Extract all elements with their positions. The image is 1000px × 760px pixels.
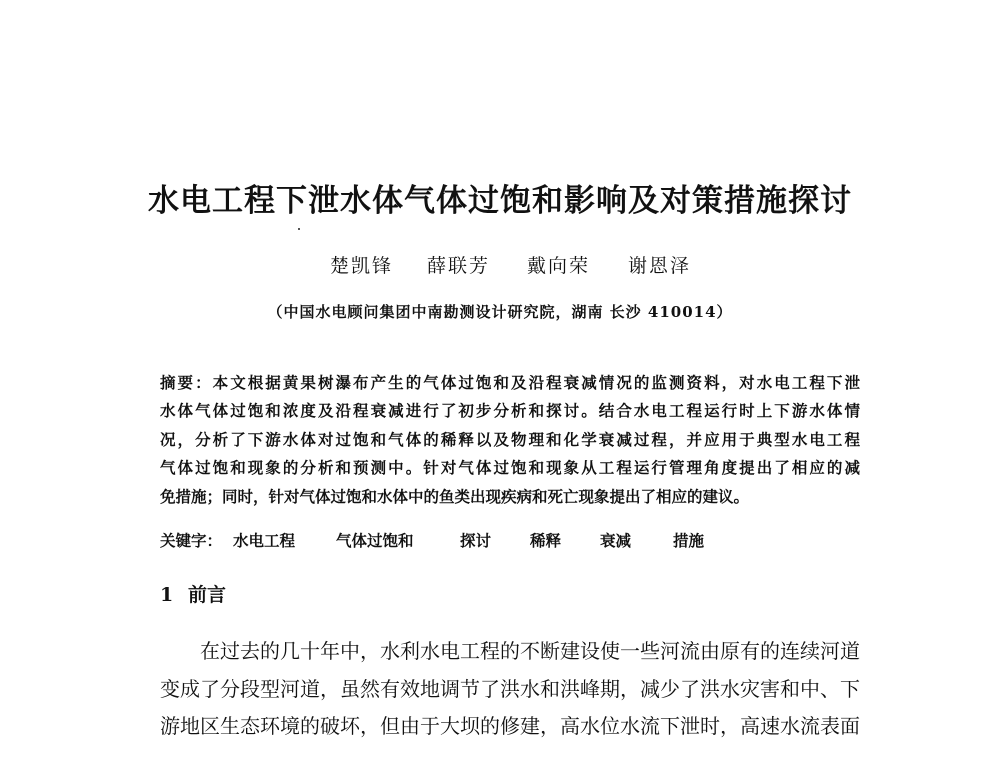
abstract-line: 气体过饱和现象的分析和预测中。针对气体过饱和现象从工程运行管理角度提出了相应的减 [160, 458, 860, 478]
paper-title: 水电工程下泄水体气体过饱和影响及对策措施探讨 [148, 183, 852, 219]
author-list [0, 252, 1000, 280]
body-text [160, 633, 860, 746]
author-name: 谢恩泽 [628, 255, 692, 277]
abstract-line: 水体气体过饱和浓度及沿程衰减进行了初步分析和探讨。结合水电工程运行时上下游水体情 [160, 401, 860, 421]
author-affiliation: （中国水电顾问集团中南勘测设计研究院，湖南 长沙 410014） [267, 303, 733, 321]
keyword: 水电工程 [233, 531, 296, 550]
author-name: 戴向荣 [527, 255, 591, 277]
abstract-block [160, 369, 860, 511]
body-line: 变成了分段型河道，虽然有效地调节了洪水和洪峰期，减少了洪水灾害和中、下 [160, 676, 860, 701]
section-number: 1 [160, 584, 174, 606]
section-heading [160, 581, 226, 609]
keyword: 探讨 [460, 531, 492, 550]
abstract-line: 况，分析了下游水体对过饱和气体的稀释以及物理和化学衰减过程，并应用于典型水电工程 [160, 429, 860, 449]
body-line: 在过去的几十年中，水利水电工程的不断建设使一些河流由原有的连续河道 [200, 639, 860, 663]
keywords-label: 关键字： [160, 531, 223, 550]
keyword: 气体过饱和 [336, 531, 414, 550]
body-line: 游地区生态环境的破坏，但由于大坝的修建，高水位水流下泄时，高速水流表面 [160, 714, 860, 738]
section-title: 前言 [188, 584, 227, 606]
keyword: 稀释 [530, 531, 562, 550]
abstract-line: 摘要：本文根据黄果树瀑布产生的气体过饱和及沿程衰减情况的监测资料，对水电工程下泄 [160, 373, 860, 392]
keyword: 衰减 [600, 531, 632, 550]
author-name: 薛联芳 [427, 255, 491, 277]
keyword: 措施 [673, 531, 705, 550]
abstract-line: 免措施；同时，针对气体过饱和水体中的鱼类出现疾病和死亡现象提出了相应的建议。 [160, 486, 750, 506]
scan-speck [298, 228, 300, 230]
author-name: 楚凯锋 [330, 255, 394, 277]
keywords-row [160, 527, 860, 555]
